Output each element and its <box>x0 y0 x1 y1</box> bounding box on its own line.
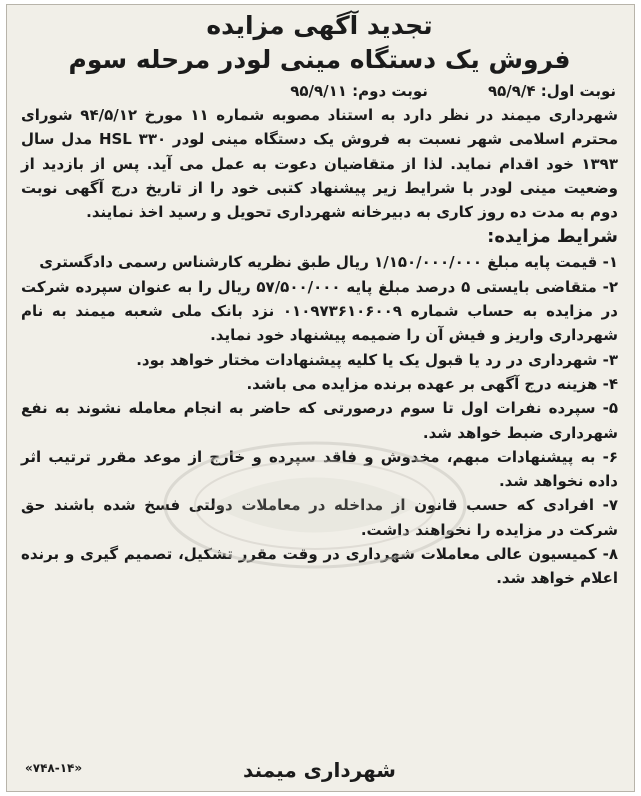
condition-item-1: ۱- قیمت پایه مبلغ ۱/۱۵۰/۰۰۰/۰۰۰ ریال طبق نظریه کارشناس رسمی دادگستری <box>39 253 618 272</box>
condition-item-7: ۷- افرادی که حسب قانون از مداخله در معاملات دولتی فسخ شده باشند حق شرکت در مزایده را نخواهند داشت. <box>21 496 618 539</box>
conditions-title: شرایط مزایده: <box>487 226 618 248</box>
condition-item-2: ۲- متقاضی بایستی ۵ درصد مبلغ پایه ۵۷/۵۰۰/۰۰۰ ریال را به عنوان سپرده شرکت در مزایده به حساب شماره ۰۱۰۹۷۳۶۱۰۶۰۰۹ نزد بانک ملی شعبه میمند به نام شهرداری واریز و فیش آن را ضمیمه پیشنهاد خود نماید. <box>21 277 618 345</box>
auction-notice <box>6 4 635 792</box>
conditions-list <box>21 250 618 590</box>
reference-code: «۷۴۸-۱۴» <box>25 761 83 775</box>
condition-item-3: ۳- شهرداری در رد یا قبول یک یا کلیه پیشنهادات مختار خواهد بود. <box>136 350 618 369</box>
condition-item-8: ۸- کمیسیون عالی معاملات شهرداری در وقت مقرر تشکیل، تصمیم گیری و برنده اعلام خواهد شد. <box>21 545 618 588</box>
condition-item-5: ۵- سپرده نفرات اول تا سوم درصورتی که حاضر به انجام معامله نشوند به نفع شهرداری ضبط خواهد شد. <box>21 399 618 442</box>
second-round-date: نوبت دوم: ۹۵/۹/۱۱ <box>290 82 428 100</box>
condition-item-4: ۴- هزینه درج آگهی بر عهده برنده مزایده می باشد. <box>246 374 618 393</box>
condition-item-6: ۶- به پیشنهادات مبهم، مخدوش و فاقد سپرده و خارج از موعد مقرر ترتیب اثر داده نخواهد شد. <box>21 447 618 491</box>
publication-dates <box>21 79 618 103</box>
notice-subtitle: فروش یک دستگاه مینی لودر مرحله سوم <box>68 45 571 74</box>
notice-footer <box>21 755 618 785</box>
notice-title: تجدید آگهی مزایده <box>206 11 433 40</box>
first-round-date: نوبت اول: ۹۵/۹/۴ <box>487 82 616 100</box>
notice-intro: شهرداری میمند در نظر دارد به استناد مصوبه شماره ۱۱ مورخ ۹۴/۵/۱۲ شورای محترم اسلامی شهر نسبت به فروش یک دستگاه مینی لودر ۳۳۰ HSL مدل سال ۱۳۹۳ خود اقدام نماید. لذا از متقاضیان دعوت به عمل می آید. پس از بازدید از وضعیت مینی لودر با شرایط زیر پیشنهاد کتبی خود را از تاریخ درج آگهی نوبت دوم به مدت ده روز کاری به دبیرخانه شهرداری تحویل و رسید اخذ نمایند. <box>21 106 619 222</box>
issuer-signature: شهرداری میمند <box>243 758 396 782</box>
